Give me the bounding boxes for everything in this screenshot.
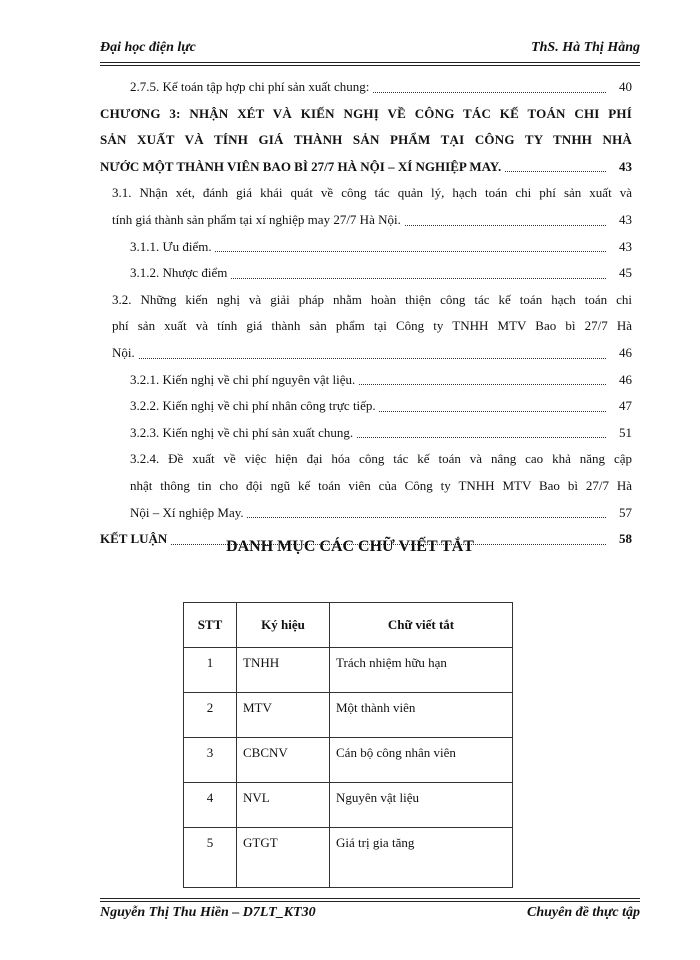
toc-entry — [100, 340, 632, 367]
footer-rule — [100, 901, 640, 902]
toc-entry — [100, 500, 632, 527]
toc-entry-text: Nội. — [112, 340, 138, 367]
footer-left: Nguyễn Thị Thu Hiền – D7LT_KT30 — [100, 905, 316, 920]
toc-entry-text: 3.2.2. Kiến nghị về chi phí nhân công trực tiếp. — [130, 393, 379, 420]
cell-full: Giá trị gia tăng — [330, 828, 513, 888]
page-header — [100, 40, 640, 64]
header-right: ThS. Hà Thị Hằng — [531, 40, 640, 55]
cell-symbol: GTGT — [237, 828, 330, 888]
toc-entry-page: 43 — [613, 207, 632, 234]
toc-entry-text: 3.2.1. Kiến nghị về chi phí nguyên vật liệu. — [130, 367, 358, 394]
toc-entry-text: SẢN XUẤT VÀ TÍNH GIÁ THÀNH SẢN PHẨM TẠI CÔNG TY TNHH NHÀ — [100, 127, 632, 154]
toc-entry-page: 43 — [613, 234, 632, 261]
cell-full: Cán bộ công nhân viên — [330, 738, 513, 783]
footer-rule — [100, 898, 640, 899]
toc-entry-text: KẾT LUẬN — [100, 526, 170, 553]
toc-entry-page: 58 — [613, 526, 632, 553]
table-row — [184, 738, 513, 783]
cell-stt: 5 — [184, 828, 237, 888]
toc-entry-page: 57 — [613, 500, 632, 527]
toc-entry-page: 45 — [613, 260, 632, 287]
abbreviations-table — [183, 602, 513, 888]
cell-symbol: TNHH — [237, 648, 330, 693]
cell-symbol: CBCNV — [237, 738, 330, 783]
footer-right: Chuyên đề thực tập — [526, 905, 640, 920]
col-header-symbol: Ký hiệu — [237, 603, 330, 648]
header-left: Đại học điện lực — [100, 40, 196, 55]
toc-entry-text: 2.7.5. Kế toán tập hợp chi phí sản xuất chung: — [130, 74, 372, 101]
toc-entry-text: 3.2. Những kiến nghị và giải pháp nhằm hoàn thiện công tác kế toán hạch toán chi — [112, 287, 632, 314]
toc-entry — [100, 74, 632, 101]
col-header-full: Chữ viết tắt — [330, 603, 513, 648]
toc-entry-text: NƯỚC MỘT THÀNH VIÊN BAO BÌ 27/7 HÀ NỘI – XÍ NGHIỆP MAY. — [100, 154, 504, 181]
cell-stt: 4 — [184, 783, 237, 828]
cell-symbol: NVL — [237, 783, 330, 828]
header-rule — [100, 65, 640, 66]
toc-entry-line — [100, 180, 632, 207]
toc-entry — [100, 420, 632, 447]
table-header-row — [184, 603, 513, 648]
table-row — [184, 828, 513, 888]
cell-stt: 1 — [184, 648, 237, 693]
toc-entry — [100, 234, 632, 261]
toc-entry-page: 46 — [613, 367, 632, 394]
toc-entry-text: nhật thông tin cho đội ngũ kế toán viên của Công ty TNHH MTV Bao bì 27/7 Hà — [130, 473, 632, 500]
cell-symbol: MTV — [237, 693, 330, 738]
toc-entry — [100, 154, 632, 181]
toc-entry-line — [100, 313, 632, 340]
table-row — [184, 693, 513, 738]
toc-entry — [100, 260, 632, 287]
toc-entry-text: Nội – Xí nghiệp May. — [130, 500, 247, 527]
toc-entry-text: 3.2.3. Kiến nghị về chi phí sản xuất chung. — [130, 420, 356, 447]
toc-entry-text: tính giá thành sản phẩm tại xí nghiệp may 27/7 Hà Nội. — [112, 207, 404, 234]
toc-entry — [100, 207, 632, 234]
cell-full: Nguyên vật liệu — [330, 783, 513, 828]
toc-entry-text: CHƯƠNG 3: NHẬN XÉT VÀ KIẾN NGHỊ VỀ CÔNG TÁC KẾ TOÁN CHI PHÍ — [100, 101, 632, 128]
header-rule — [100, 62, 640, 63]
table-of-contents — [100, 74, 632, 553]
toc-entry-text: phí sản xuất và tính giá thành sản phẩm tại Công ty TNHH MTV Bao bì 27/7 Hà — [112, 313, 632, 340]
toc-entry-page: 51 — [613, 420, 632, 447]
cell-full: Một thành viên — [330, 693, 513, 738]
toc-entry-text: 3.1.1. Ưu điểm. — [130, 234, 215, 261]
toc-entry-page: 43 — [613, 154, 632, 181]
toc-entry — [100, 367, 632, 394]
cell-full: Trách nhiệm hữu hạn — [330, 648, 513, 693]
table-row — [184, 783, 513, 828]
toc-entry-page: 47 — [613, 393, 632, 420]
toc-chapter-line — [100, 127, 632, 154]
table-row — [184, 648, 513, 693]
cell-stt: 3 — [184, 738, 237, 783]
toc-entry-line — [100, 446, 632, 473]
col-header-stt: STT — [184, 603, 237, 648]
toc-entry — [100, 393, 632, 420]
cell-stt: 2 — [184, 693, 237, 738]
toc-entry-page: 40 — [613, 74, 632, 101]
toc-entry-page: 46 — [613, 340, 632, 367]
toc-chapter-line — [100, 101, 632, 128]
toc-entry-line — [100, 287, 632, 314]
toc-entry-text: 3.2.4. Đề xuất về việc hiện đại hóa công tác kế toán và nâng cao khả năng cập — [130, 446, 632, 473]
toc-entry-text: 3.1. Nhận xét, đánh giá khái quát về công tác quản lý, hạch toán chi phí sản xuất và — [112, 180, 632, 207]
toc-entry-line — [100, 473, 632, 500]
toc-entry-text: 3.1.2. Nhược điểm — [130, 260, 230, 287]
abbreviations-title: DANH MỤC CÁC CHỮ VIẾT TẮT — [226, 538, 474, 555]
page-footer — [100, 903, 640, 927]
